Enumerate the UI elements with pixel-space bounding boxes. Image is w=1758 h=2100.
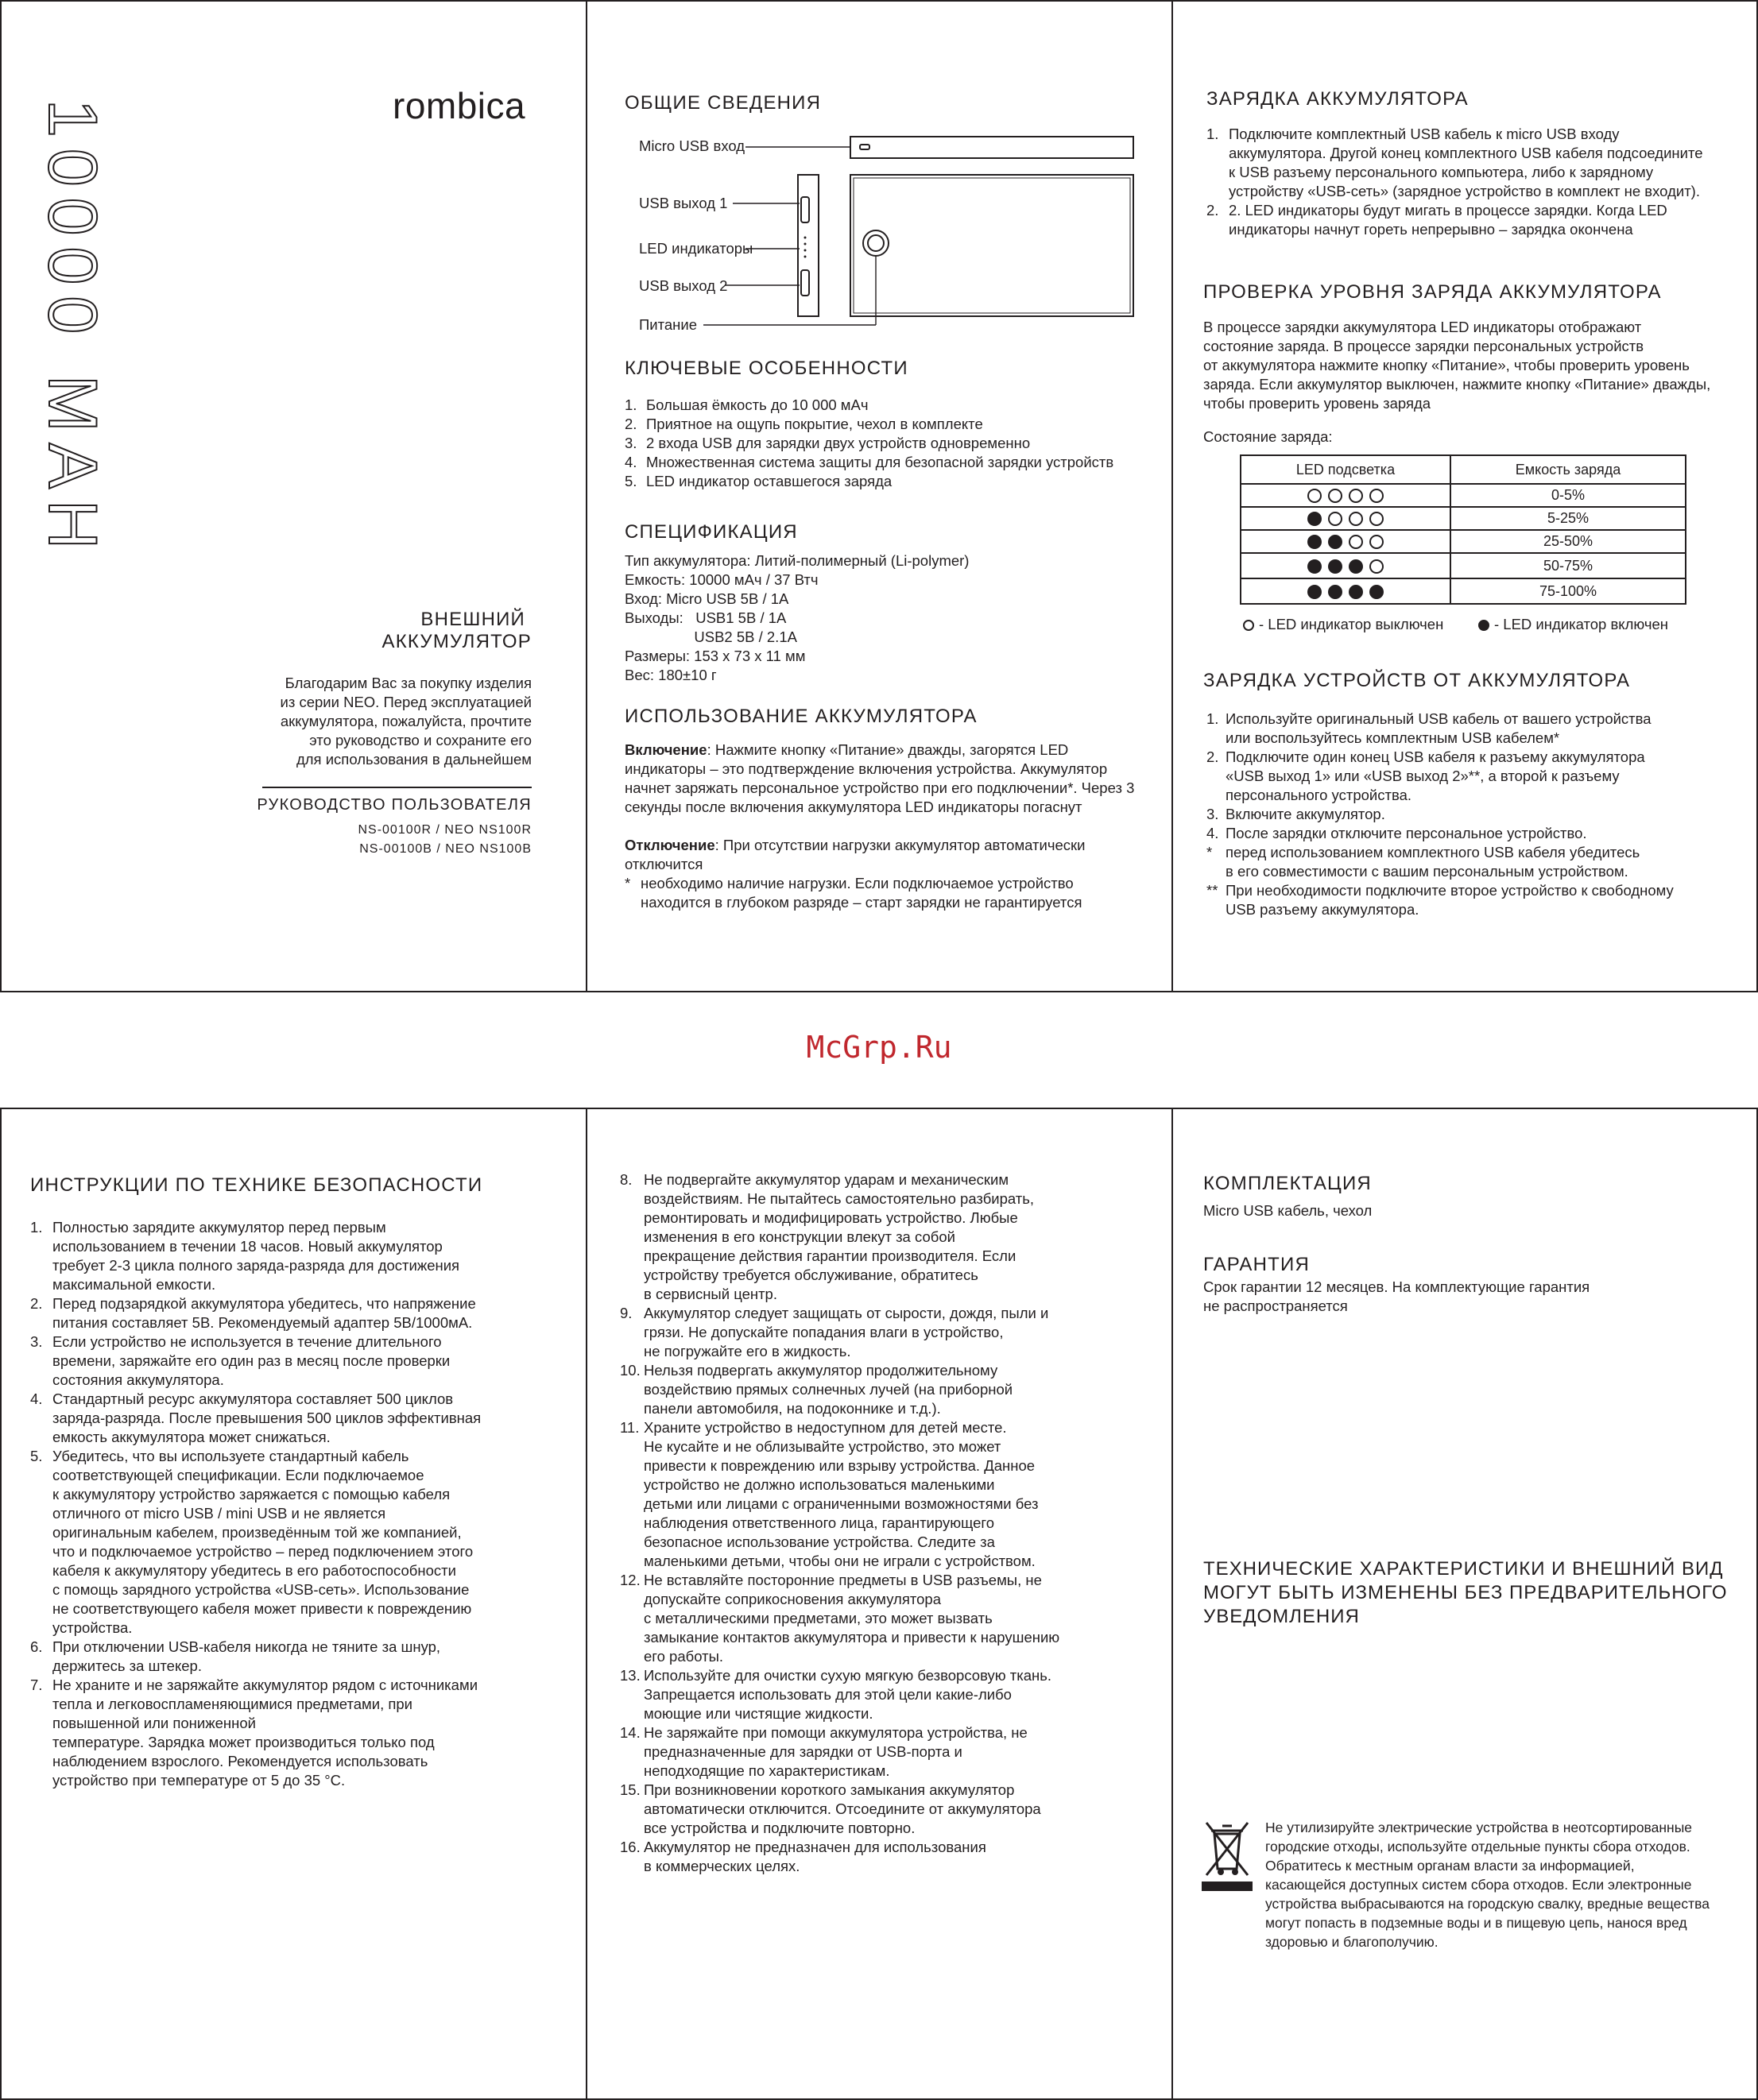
product-title-line1: ВНЕШНИЙ xyxy=(420,609,525,630)
capacity-value: 75-100% xyxy=(1450,578,1686,604)
device-diagram xyxy=(620,127,1160,342)
led-on-icon xyxy=(1328,535,1342,549)
safety-list-b xyxy=(620,1170,1160,1876)
cover-intro: Благодарим Вас за покупку изделия из серии NEO. Перед эксплуатацией аккумулятора, пожалуйста, прочтите это руководство и сохраните его для использования в дальнейшем xyxy=(280,675,532,768)
led-on-icon xyxy=(1349,559,1363,574)
product-title-line2: АККУМУЛЯТОР xyxy=(381,631,532,652)
led-on-icon xyxy=(1307,535,1322,549)
charging-heading: ЗАРЯДКА АККУМУЛЯТОРА xyxy=(1206,88,1469,110)
charging-step: 2. 2. LED индикаторы будут мигать в процессе зарядки. Когда LED индикаторы начнут гореть непрерывно – зарядка окончена xyxy=(1206,202,1667,238)
weee-bin-icon xyxy=(1202,1820,1253,1891)
usage-off-label: Отключение xyxy=(625,837,715,853)
cover-divider xyxy=(262,787,532,788)
feature-item: 1. Большая ёмкость до 10 000 мАч xyxy=(625,396,869,413)
led-off-icon xyxy=(1328,489,1342,503)
devices-step: ** При необходимости подключите второе устройство к свободному USB разъему аккумулятора. xyxy=(1206,882,1674,918)
charge-row xyxy=(1241,578,1686,604)
safety-item: 8. Не подвергайте аккумулятор ударам и механическим воздействиям. Не пытайтесь самостоятельно разбирать, ремонтировать и модифицировать устройство. Любые изменения в его конструкции влекут за собой прекращение действия гарантии производителя. Если устройству требуется обслуживание, обратитесь в сервисный центр. xyxy=(620,1171,1035,1302)
label-micro-usb-input: Micro USB вход xyxy=(639,137,745,154)
spec-list xyxy=(625,551,969,685)
charge-state-label: Состояние заряда: xyxy=(1203,428,1333,445)
led-on-icon xyxy=(1328,559,1342,574)
feature-item: 3. 2 входа USB для зарядки двух устройств одновременно xyxy=(625,435,1031,451)
spec-line: Тип аккумулятора: Литий-полимерный (Li-polymer) xyxy=(625,552,970,569)
led-off-icon xyxy=(1349,512,1363,526)
charging-step: 1. Подключите комплектный USB кабель к micro USB входу аккумулятора. Другой конец комплектного USB кабеля подсоедините к USB разъему персонального компьютера, либо к зарядному устройству «USB-сеть» (зарядное устройство в комплект не входит). xyxy=(1206,126,1703,199)
capacity-vertical-title: 10000 MAH xyxy=(34,99,110,561)
safety-item: 13. Используйте для очистки сухую мягкую безворсовую ткань. Запрещается использовать для этой цели какие-либо моющие или чистящие жидкости. xyxy=(620,1667,1052,1722)
charge-row xyxy=(1241,530,1686,553)
label-led-indicators: LED индикаторы xyxy=(639,240,753,257)
model-number-2: NS-00100B / NEO NS100B xyxy=(359,842,532,856)
led-off-icon xyxy=(1369,535,1384,549)
level-heading: ПРОВЕРКА УРОВНЯ ЗАРЯДА АККУМУЛЯТОРА xyxy=(1203,281,1662,303)
spec-line: Выходы: USB1 5В / 1А xyxy=(625,609,787,626)
safety-item: 12. Не вставляйте посторонние предметы в USB разъемы, не допускайте соприкосновения аккумулятора с металлическими предметами, это может вызвать замыкание контактов аккумулятора и привести к нарушению его работы. xyxy=(620,1572,1060,1665)
charge-row xyxy=(1241,553,1686,578)
legend-off-text: - LED индикатор выключен xyxy=(1259,616,1444,632)
capacity-value: 0-5% xyxy=(1450,484,1686,507)
led-on-icon xyxy=(1328,585,1342,599)
legend-on-text: - LED индикатор включен xyxy=(1494,616,1669,632)
features-list xyxy=(625,396,1165,491)
package-text: Micro USB кабель, чехол xyxy=(1203,1202,1373,1219)
feature-item: 5. LED индикатор оставшегося заряда xyxy=(625,473,893,489)
devices-heading: ЗАРЯДКА УСТРОЙСТВ ОТ АККУМУЛЯТОРА xyxy=(1203,670,1631,691)
led-dots xyxy=(1241,553,1450,578)
led-dots xyxy=(1241,484,1450,507)
safety-item: 4. Стандартный ресурс аккумулятора составляет 500 циклов заряда-разряда. После превышения 500 циклов эффективная емкость аккумулятора может снижаться. xyxy=(30,1390,482,1445)
devices-steps xyxy=(1206,710,1755,919)
led-off-icon xyxy=(1307,489,1322,503)
watermark: McGrp.Ru xyxy=(806,1030,952,1065)
safety-list-a xyxy=(30,1218,571,1790)
feature-item: 4. Множественная система защиты для безопасной зарядки устройств xyxy=(625,454,1114,470)
led-off-icon xyxy=(1349,535,1363,549)
warranty-text: Срок гарантии 12 месяцев. На комплектующие гарантия не распространяется xyxy=(1203,1278,1590,1314)
features-heading: КЛЮЧЕВЫЕ ОСОБЕННОСТИ xyxy=(625,358,908,379)
led-on-icon xyxy=(1307,512,1322,526)
led-off-icon xyxy=(1369,559,1384,574)
led-on-icon xyxy=(1349,585,1363,599)
safety-item: 3. Если устройство не используется в течение длительного времени, заряжайте его один раз в месяц после проверки состояния аккумулятора. xyxy=(30,1333,451,1388)
charge-row xyxy=(1241,484,1686,507)
feature-item: 2. Приятное на ощупь покрытие, чехол в комплекте xyxy=(625,416,983,432)
devices-step: 2. Подключите один конец USB кабеля к разъему аккумулятора «USB выход 1» или «USB выход 2»**, а второй к разъему персонального устройства. xyxy=(1206,748,1645,803)
disposal-text: Не утилизируйте электрические устройства в неотсортированные городские отходы, используйте отдельные пункты сбора отходов. Обратитесь к местным органам власти за информацией, касающейся доступных систем сбора отходов. Если электронные устройства выбрасываются на городскую свалку, вредные вещества могут попасть в подземные воды и в пищевую цепь, нанося вред здоровью и благополучию. xyxy=(1265,1820,1710,1950)
safety-item: 1. Полностью зарядите аккумулятор перед первым использованием в течении 18 часов. Новый аккумулятор требует 2-3 цикла полного заряда-разряда для достижения максимальной емкости. xyxy=(30,1219,460,1293)
led-on-icon xyxy=(1369,585,1384,599)
safety-item: 16. Аккумулятор не предназначен для использования в коммерческих целях. xyxy=(620,1839,986,1874)
charge-level-table xyxy=(1240,454,1686,605)
level-text: В процессе зарядки аккумулятора LED индикаторы отображают состояние заряда. В процессе зарядки персональных устройств от аккумулятора нажмите кнопку «Питание», чтобы проверить уровень заряда. Если аккумулятор выключен, нажмите кнопку «Питание» дважды, чтобы проверить уровень заряда xyxy=(1203,319,1711,412)
led-on-icon xyxy=(1478,620,1489,631)
powerbank-diagram xyxy=(620,127,1160,342)
usage-off-text: : При отсутствии нагрузки аккумулятор автоматически отключится xyxy=(625,837,1086,872)
safety-item: 5. Убедитесь, что вы используете стандартный кабель соответствующей спецификации. Если подключаемое к аккумулятору устройство заряжается с помощью кабеля отличного от micro USB / mini USB и не является оригинальным кабелем, произведённым той же компанией, что и подключаемое устройство – перед подключением этого кабеля к аккумулятору убедитесь в его работоспособности с помощь зарядного устройства «USB-сеть». Использование не соответствующего кабеля может привести к повреждению устройства. xyxy=(30,1448,474,1636)
warranty-heading: ГАРАНТИЯ xyxy=(1203,1254,1310,1275)
label-usb-output-1: USB выход 1 xyxy=(639,195,728,211)
safety-item: 7. Не храните и не заряжайте аккумулятор рядом с источниками тепла и легковоспламеняющимися предметами, при повышенной или пониженной температуре. Зарядка может производиться только под наблюдением взрослого. Рекомендуется использовать устройство при температуре от 5 до 35 °С. xyxy=(30,1677,478,1789)
manual-label: РУКОВОДСТВО ПОЛЬЗОВАТЕЛЯ xyxy=(257,796,532,814)
led-dots xyxy=(1241,507,1450,530)
devices-step: 1. Используйте оригинальный USB кабель от вашего устройства или воспользуйтесь комплектным USB кабелем* xyxy=(1206,710,1652,746)
led-off-icon xyxy=(1369,489,1384,503)
col-led: LED подсветка xyxy=(1241,455,1450,484)
label-power-button: Питание xyxy=(639,316,698,333)
label-usb-output-2: USB выход 2 xyxy=(639,277,728,294)
safety-item: 6. При отключении USB-кабеля никогда не тяните за шнур, держитесь за штекер. xyxy=(30,1638,441,1674)
usage-on-text: : Нажмите кнопку «Питание» дважды, загорятся LED индикаторы – это подтверждение включения устройства. Аккумулятор начнет заряжать персональное устройство при его подключении*. Через 3 секунды после включения аккумулятора LED индикаторы погаснут xyxy=(625,741,1135,815)
led-off-icon xyxy=(1243,620,1254,631)
model-number-1: NS-00100R / NEO NS100R xyxy=(358,823,532,837)
safety-item: 14. Не заряжайте при помощи аккумулятора устройства, не предназначенные для зарядки от USB-порта и неподходящие по характеристикам. xyxy=(620,1724,1028,1779)
spec-line: USB2 5В / 2.1А xyxy=(625,628,797,645)
safety-item: 15. При возникновении короткого замыкания аккумулятор автоматически отключится. Отсоедините от аккумулятора все устройства и подключите повторно. xyxy=(620,1781,1041,1836)
led-off-icon xyxy=(1328,512,1342,526)
safety-item: 11. Храните устройство в недоступном для детей месте. Не кусайте и не облизывайте устройство, это может привести к повреждению или взрыву устройства. Данное устройство не должно использоваться маленькими детьми или лицами с ограниченными возможностями без наблюдения ответственного лица, гарантирующего безопасное использование устройства. Следите за маленькими детьми, чтобы они не играли с устройством. xyxy=(620,1419,1039,1569)
col-capacity: Емкость заряда xyxy=(1450,455,1686,484)
devices-step: 3. Включите аккумулятор. xyxy=(1206,806,1385,822)
safety-item: 2. Перед подзарядкой аккумулятора убедитесь, что напряжение питания составляет 5В. Рекомендуемый адаптер 5В/1000мА. xyxy=(30,1295,476,1331)
capacity-value: 50-75% xyxy=(1450,553,1686,578)
charge-row xyxy=(1241,507,1686,530)
footnote-text: необходимо наличие нагрузки. Если подключаемое устройство находится в глубоком разряде – старт зарядки не гарантируется xyxy=(641,875,1082,911)
led-dots xyxy=(1241,578,1450,604)
change-notice: ТЕХНИЧЕСКИЕ ХАРАКТЕРИСТИКИ И ВНЕШНИЙ ВИД МОГУТ БЫТЬ ИЗМЕНЕНЫ БЕЗ ПРЕДВАРИТЕЛЬНОГО УВЕДОМЛЕНИЯ xyxy=(1203,1558,1728,1627)
brand-logo: rombica xyxy=(393,85,526,126)
general-heading: ОБЩИЕ СВЕДЕНИЯ xyxy=(625,92,822,114)
devices-step: 4. После зарядки отключите персональное устройство. xyxy=(1206,825,1587,841)
safety-item: 9. Аккумулятор следует защищать от сырости, дождя, пыли и грязи. Не допускайте попадания влаги в устройство, не погружайте его в жидкость. xyxy=(620,1305,1049,1359)
usage-heading: ИСПОЛЬЗОВАНИЕ АККУМУЛЯТОРА xyxy=(625,706,978,727)
led-off-icon xyxy=(1369,512,1384,526)
devices-step: * перед использованием комплектного USB кабеля убедитесь в его совместимости с вашим персональным устройством. xyxy=(1206,844,1640,880)
led-on-icon xyxy=(1307,585,1322,599)
legend-off xyxy=(1243,615,1443,634)
capacity-value: 25-50% xyxy=(1450,530,1686,553)
safety-heading: ИНСТРУКЦИИ ПО ТЕХНИКЕ БЕЗОПАСНОСТИ xyxy=(30,1174,483,1196)
usage-on-label: Включение xyxy=(625,741,707,758)
spec-line: Вход: Micro USB 5В / 1А xyxy=(625,590,789,607)
spec-heading: СПЕЦИФИКАЦИЯ xyxy=(625,521,798,543)
spec-line: Емкость: 10000 мАч / 37 Втч xyxy=(625,571,819,588)
spec-line: Размеры: 153 x 73 x 11 мм xyxy=(625,648,806,664)
led-on-icon xyxy=(1307,559,1322,574)
charging-steps xyxy=(1206,125,1747,239)
capacity-value: 5-25% xyxy=(1450,507,1686,530)
spec-line: Вес: 180±10 г xyxy=(625,667,717,683)
usage-footnote xyxy=(625,874,1165,912)
safety-item: 10. Нельзя подвергать аккумулятор продолжительному воздействию прямых солнечных лучей (на приборной панели автомобиля, на подоконнике и т.д.). xyxy=(620,1362,1013,1417)
package-heading: КОМПЛЕКТАЦИЯ xyxy=(1203,1173,1372,1194)
usage-power-off xyxy=(625,836,1149,874)
usage-power-on xyxy=(625,741,1149,817)
led-dots xyxy=(1241,530,1450,553)
footnote-mark: * xyxy=(625,875,631,891)
legend-on xyxy=(1478,615,1668,634)
led-off-icon xyxy=(1349,489,1363,503)
